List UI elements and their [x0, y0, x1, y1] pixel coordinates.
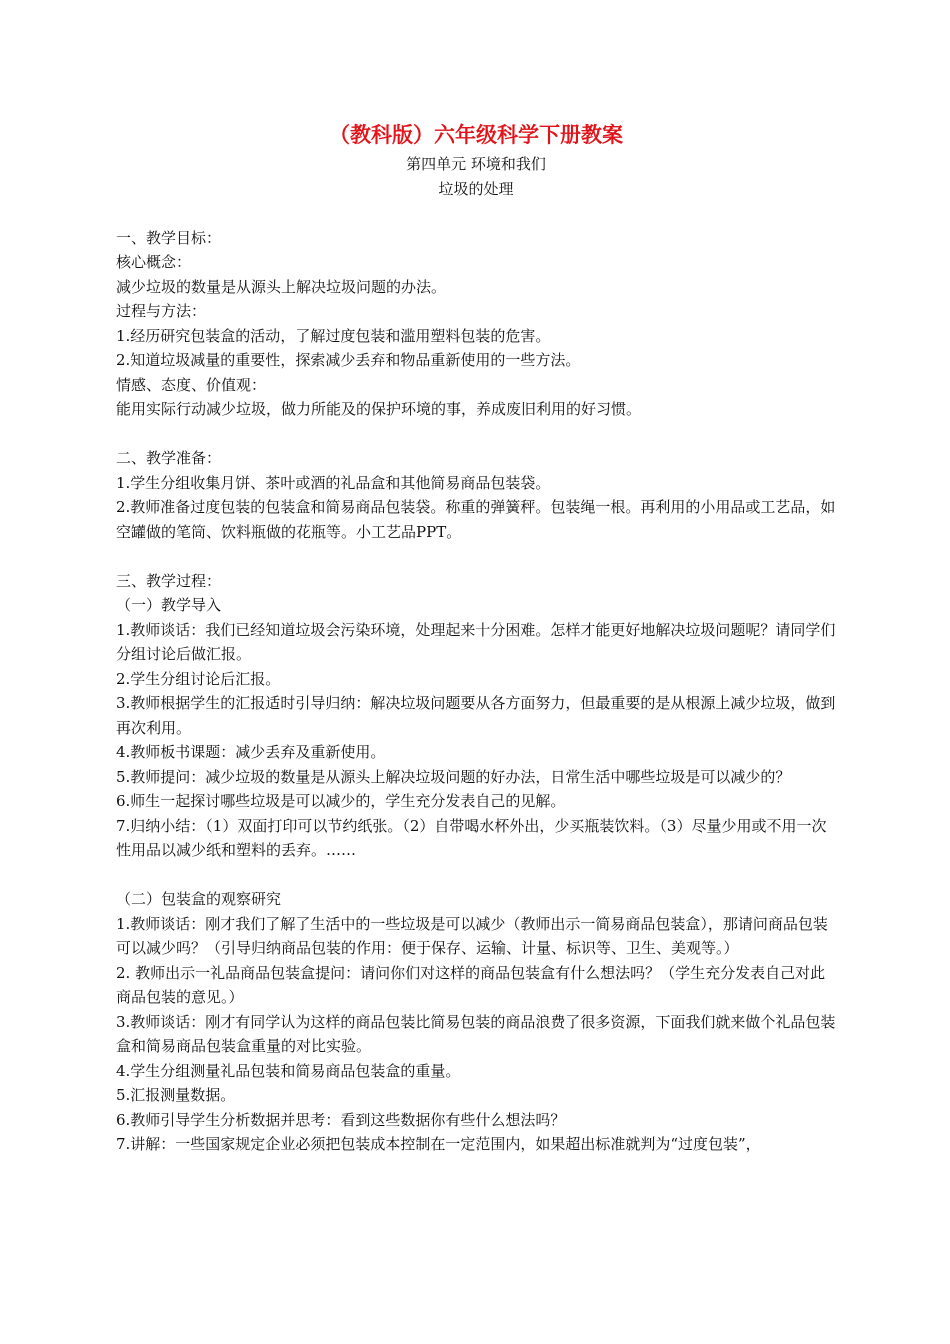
paragraph-line: 1.经历研究包装盒的活动，了解过度包装和滥用塑料包装的危害。 [116, 326, 551, 345]
paragraph-line: 2. 教师出示一礼品商品包装盒提问：请问你们对这样的商品包装盒有什么想法吗？（学生充分发表自己对此商品包装的意见。） [116, 963, 826, 1006]
spacer [116, 201, 836, 226]
paragraph-line: 减少垃圾的数量是从源头上解决垃圾问题的办法。 [116, 277, 447, 296]
part2-section [116, 912, 836, 1157]
unit-subtitle: 第四单元 环境和我们 [406, 155, 546, 173]
paragraph-line: 2.知道垃圾减量的重要性，探索减少丢弃和物品重新使用的一些方法。 [116, 351, 581, 369]
paragraph-line: 5.汇报测量数据。 [116, 1086, 236, 1104]
part1-section [116, 618, 836, 863]
document-page [116, 118, 836, 1157]
process-heading: 三、教学过程： [116, 571, 222, 590]
paragraph-line: 5.教师提问：减少垃圾的数量是从源头上解决垃圾问题的好办法，日常生活中哪些垃圾是可以减少的？ [116, 767, 791, 786]
part2-heading: （二）包装盒的观察研究 [116, 890, 282, 908]
paragraph-line: 1.学生分组收集月饼、茶叶或酒的礼品盒和其他简易商品包装袋。 [116, 473, 551, 492]
paragraph-line: 4.学生分组测量礼品包装和简易商品包装盒的重量。 [116, 1061, 461, 1080]
document-title: （教科版）六年级科学下册教案 [329, 123, 623, 147]
prep-section [116, 471, 836, 545]
paragraph-line: 过程与方法： [116, 302, 207, 320]
paragraph-line: 6.教师引导学生分析数据并思考：看到这些数据你有些什么想法吗？ [116, 1110, 566, 1129]
paragraph-line: 能用实际行动减少垃圾，做力所能及的保护环境的事，养成废旧利用的好习惯。 [116, 400, 642, 418]
goals-heading: 一、教学目标： [116, 228, 222, 247]
paragraph-line: 核心概念： [116, 253, 192, 271]
paragraph-line: 7.归纳小结：（1）双面打印可以节约纸张。（2）自带喝水杯外出，少买瓶装饮料。（3）尽量少用或不用一次性用品以减少纸和塑料的丢弃。…… [116, 816, 827, 859]
paragraph-line: 7.讲解：一些国家规定企业必须把包装成本控制在一定范围内，如果超出标准就判为“过度包装”， [116, 1135, 761, 1153]
paragraph-line: 6.师生一起探讨哪些垃圾是可以减少的，学生充分发表自己的见解。 [116, 792, 566, 810]
spacer [116, 544, 836, 569]
spacer [116, 863, 836, 888]
spacer [116, 422, 836, 447]
part1-heading: （一）教学导入 [116, 596, 222, 614]
paragraph-line: 情感、态度、价值观： [116, 375, 267, 394]
paragraph-line: 3.教师根据学生的汇报适时引导归纳：解决垃圾问题要从各方面努力，但最重要的是从根源上减少垃圾，做到再次利用。 [116, 694, 836, 737]
lesson-subtitle: 垃圾的处理 [438, 179, 514, 198]
paragraph-line: 1.教师谈话：我们已经知道垃圾会污染环境，处理起来十分困难。怎样才能更好地解决垃圾问题呢？请同学们分组讨论后做汇报。 [116, 620, 836, 663]
paragraph-line: 3.教师谈话：刚才有同学认为这样的商品包装比简易包装的商品浪费了很多资源，下面我们就来做个礼品包装盒和简易商品包装盒重量的对比实验。 [116, 1012, 836, 1055]
prep-heading: 二、教学准备： [116, 449, 222, 467]
goals-section [116, 250, 836, 422]
paragraph-line: 2.教师准备过度包装的包装盒和简易商品包装袋。称重的弹簧秤。包装绳一根。再利用的小用品或工艺品，如空罐做的笔筒、饮料瓶做的花瓶等。小工艺品PPT。 [116, 498, 836, 541]
paragraph-line: 4.教师板书课题：减少丢弃及重新使用。 [116, 743, 386, 761]
paragraph-line: 1.教师谈话：刚才我们了解了生活中的一些垃圾是可以减少（教师出示一简易商品包装盒），那请问商品包装可以减少吗？（引导归纳商品包装的作用：便于保存、运输、计量、标识等、卫生、美观等。） [116, 914, 828, 957]
paragraph-line: 2.学生分组讨论后汇报。 [116, 669, 281, 688]
